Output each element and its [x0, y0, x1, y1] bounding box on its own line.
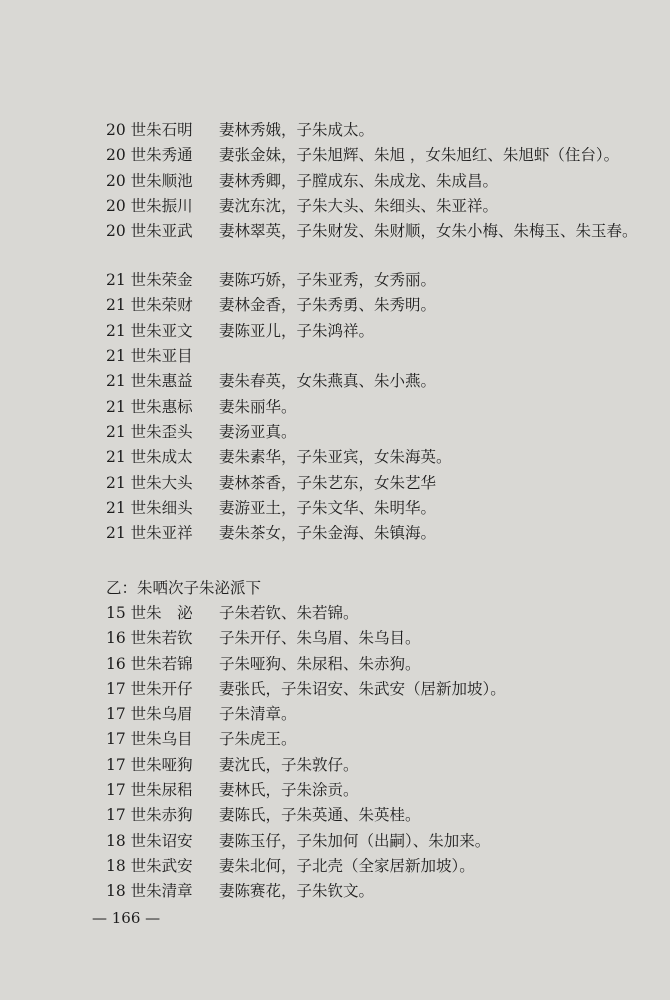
generation-name: 17 世朱尿稆 — [106, 781, 193, 800]
generation-name: 18 世朱清章 — [106, 882, 193, 901]
generation-name: 21 世朱成太 — [106, 448, 193, 467]
entry-row — [0, 219, 670, 268]
relations: 妻朱北何，子北壳（全家居新加坡）。 — [219, 856, 475, 875]
generation-name: 20 世朱秀通 — [106, 146, 193, 165]
generation-name: 17 世朱赤狗 — [106, 806, 193, 825]
generation-name: 17 世朱乌目 — [106, 730, 193, 749]
entry-row — [0, 727, 670, 752]
entry-row — [0, 194, 670, 219]
entry-row — [0, 369, 670, 394]
generation-name: 20 世朱亚武 — [106, 222, 193, 241]
relations: 妻林翠英，子朱财发、朱财顺，女朱小梅、朱梅玉、朱玉春。 — [219, 222, 638, 241]
relations: 妻林金香，子朱秀勇、朱秀明。 — [219, 296, 437, 315]
relations: 子朱开仔、朱乌眉、朱乌目。 — [219, 629, 421, 648]
relations: 妻陈氏，子朱英通、朱英桂。 — [219, 806, 421, 825]
entry-row — [0, 420, 670, 445]
entry-row — [0, 626, 670, 651]
relations: 妻林茶香，子朱艺东，女朱艺华 — [219, 473, 437, 492]
entry-row — [0, 753, 670, 778]
relations: 妻陈玉仔，子朱加何（出嗣）、朱加来。 — [219, 831, 491, 850]
entry-row — [0, 344, 670, 369]
generation-name: 17 世朱乌眉 — [106, 705, 193, 724]
entry-row — [0, 496, 670, 521]
relations: 妻沈东沈，子朱大头、朱细头、朱亚祥。 — [219, 196, 499, 215]
relations: 妻张金妹，子朱旭辉、朱旭 ，女朱旭红、朱旭虾（住台）。 — [219, 146, 620, 165]
entry-row — [0, 778, 670, 803]
generation-name: 17 世朱哑狗 — [106, 755, 193, 774]
generation-name: 15 世朱 泌 — [106, 604, 193, 622]
generation-name: 21 世朱歪头 — [106, 422, 193, 441]
generation-name: 21 世朱荣财 — [106, 296, 193, 315]
genealogy-block-2 — [0, 601, 670, 905]
generation-name: 21 世朱惠标 — [106, 397, 193, 416]
section-heading: 乙：朱哂次子朱泌派下 — [106, 579, 262, 597]
generation-name: 16 世朱若锦 — [106, 654, 193, 673]
relations: 妻陈巧娇，子朱亚秀，女秀丽。 — [219, 271, 437, 290]
page-number: — 166 — — [92, 909, 161, 927]
entry-row — [0, 702, 670, 727]
entry-row — [0, 803, 670, 828]
entry-row — [0, 854, 670, 879]
relations: 子朱哑狗、朱尿稆、朱赤狗。 — [219, 654, 421, 673]
relations: 妻林秀卿，子膛成东、朱成龙、朱成昌。 — [219, 171, 499, 190]
entry-row — [0, 652, 670, 677]
entry-row — [0, 829, 670, 854]
relations: 妻游亚土，子朱文华、朱明华。 — [219, 498, 437, 517]
generation-name: 21 世朱惠益 — [106, 372, 193, 391]
entry-row — [0, 445, 670, 470]
relations: 妻朱茶女，子朱金海、朱镇海。 — [219, 524, 437, 543]
entry-row — [0, 521, 670, 546]
generation-name: 20 世朱振川 — [106, 196, 193, 215]
genealogy-block-1 — [0, 118, 670, 546]
entry-row — [0, 293, 670, 318]
generation-name: 18 世朱诏安 — [106, 831, 193, 850]
relations: 妻林氏，子朱涂贡。 — [219, 781, 359, 800]
entry-row — [0, 677, 670, 702]
relations: 子朱若钦、朱若锦。 — [219, 604, 359, 622]
entry-row — [0, 319, 670, 344]
entry-row — [0, 118, 670, 143]
relations: 妻汤亚真。 — [219, 422, 297, 441]
generation-name: 21 世朱大头 — [106, 473, 193, 492]
section-heading-row — [0, 576, 670, 601]
entry-row — [0, 395, 670, 420]
generation-name: 18 世朱武安 — [106, 856, 193, 875]
entry-row — [0, 601, 670, 626]
relations: 妻朱丽华。 — [219, 397, 297, 416]
generation-name: 21 世朱荣金 — [106, 271, 193, 290]
generation-name: 21 世朱亚目 — [106, 347, 193, 366]
entry-row — [0, 879, 670, 904]
relations: 妻陈赛花，子朱钦文。 — [219, 882, 375, 901]
generation-name: 17 世朱开仔 — [106, 679, 193, 698]
relations: 子朱清章。 — [219, 705, 297, 724]
relations: 子朱虎王。 — [219, 730, 297, 749]
relations: 妻陈亚儿，子朱鸿祥。 — [219, 321, 375, 340]
relations: 妻林秀娥，子朱成太。 — [219, 121, 375, 139]
relations: 妻张氏，子朱诏安、朱武安（居新加坡）。 — [219, 679, 506, 698]
relations: 妻沈氏，子朱敦仔。 — [219, 755, 359, 774]
entry-row — [0, 169, 670, 194]
relations: 妻朱春英，女朱燕真、朱小燕。 — [219, 372, 437, 391]
entry-row — [0, 471, 670, 496]
relations: 妻朱素华，子朱亚宾，女朱海英。 — [219, 448, 452, 467]
entry-row — [0, 143, 670, 168]
generation-name: 20 世朱顺池 — [106, 171, 193, 190]
entry-row — [0, 268, 670, 293]
generation-name: 21 世朱细头 — [106, 498, 193, 517]
generation-name: 16 世朱若钦 — [106, 629, 193, 648]
generation-name: 21 世朱亚文 — [106, 321, 193, 340]
generation-name: 20 世朱石明 — [106, 121, 193, 139]
generation-name: 21 世朱亚祥 — [106, 524, 193, 543]
